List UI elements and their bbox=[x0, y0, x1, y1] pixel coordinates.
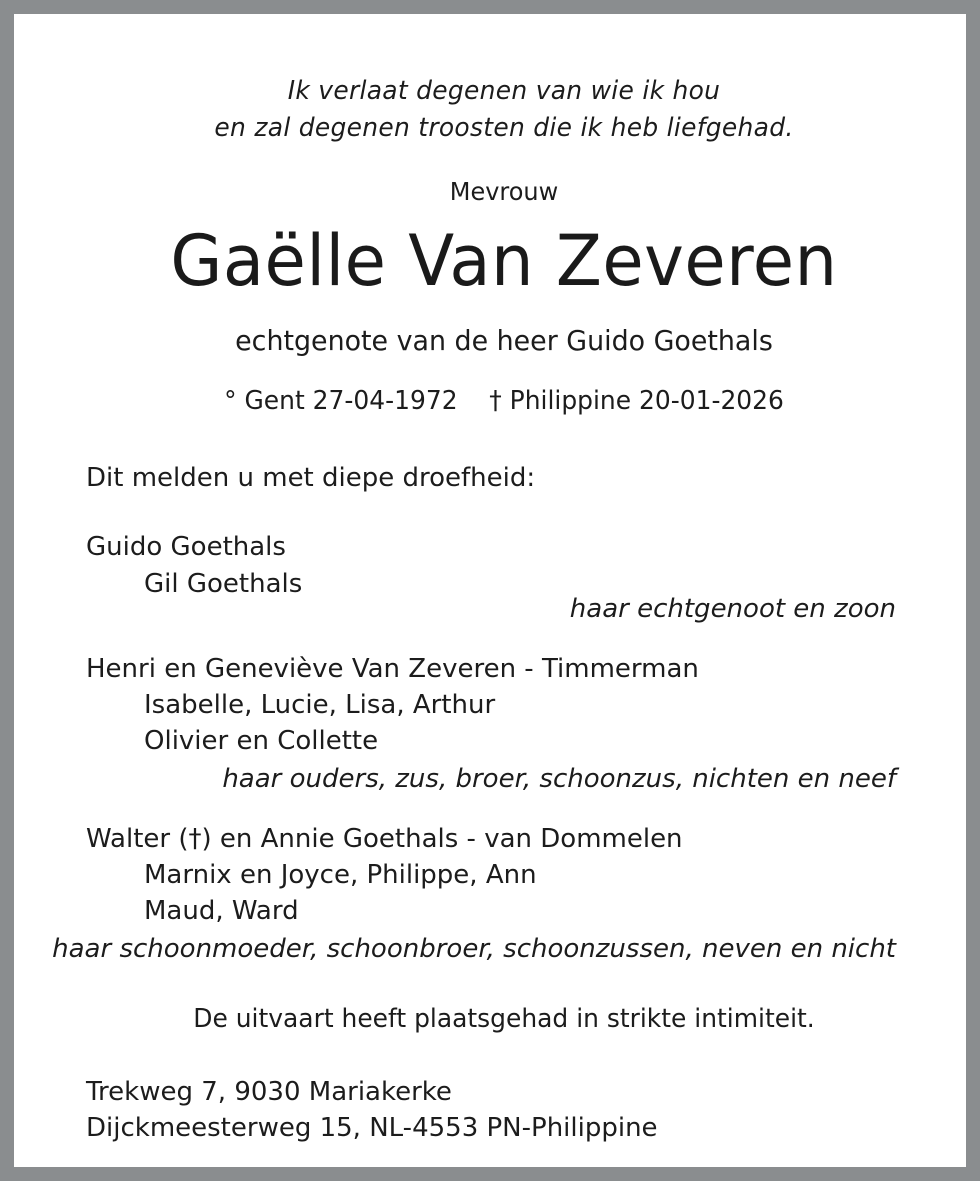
spouse-relation: echtgenote van de heer Guido Goethals bbox=[235, 324, 773, 357]
family-member: Gil Goethals bbox=[144, 569, 303, 599]
family-member: Marnix en Joyce, Philippe, Ann bbox=[144, 860, 537, 890]
family-member: Olivier en Collette bbox=[144, 726, 379, 756]
address-line: Dijckmeesterweg 15, NL-4553 PN-Philippine bbox=[86, 1113, 658, 1143]
family-relation: haar schoonmoeder, schoonbroer, schoonzussen, neven en nicht bbox=[52, 934, 896, 964]
family-relation: haar ouders, zus, broer, schoonzus, nichten en neef bbox=[222, 764, 896, 794]
deceased-name: Gaëlle Van Zeveren bbox=[170, 220, 838, 302]
quote-line-2: en zal degenen troosten die ik heb liefgehad. bbox=[214, 113, 794, 143]
life-dates: ° Gent 27-04-1972 † Philippine 20-01-2026 bbox=[224, 386, 784, 416]
family-member: Isabelle, Lucie, Lisa, Arthur bbox=[144, 690, 496, 720]
honorific: Mevrouw bbox=[449, 177, 559, 206]
funeral-notice: De uitvaart heeft plaatsgehad in strikte intimiteit. bbox=[193, 1004, 815, 1034]
family-head: Walter (†) en Annie Goethals - van Dommelen bbox=[86, 824, 683, 854]
family-relation: haar echtgenoot en zoon bbox=[569, 594, 896, 624]
family-member: Maud, Ward bbox=[144, 896, 299, 926]
quote-line-1: Ik verlaat degenen van wie ik hou bbox=[287, 76, 721, 106]
family-head: Guido Goethals bbox=[86, 532, 286, 562]
announcement: Dit melden u met diepe droefheid: bbox=[86, 463, 536, 493]
family-head: Henri en Geneviève Van Zeveren - Timmerman bbox=[86, 654, 699, 684]
address-line: Trekweg 7, 9030 Mariakerke bbox=[86, 1077, 452, 1107]
